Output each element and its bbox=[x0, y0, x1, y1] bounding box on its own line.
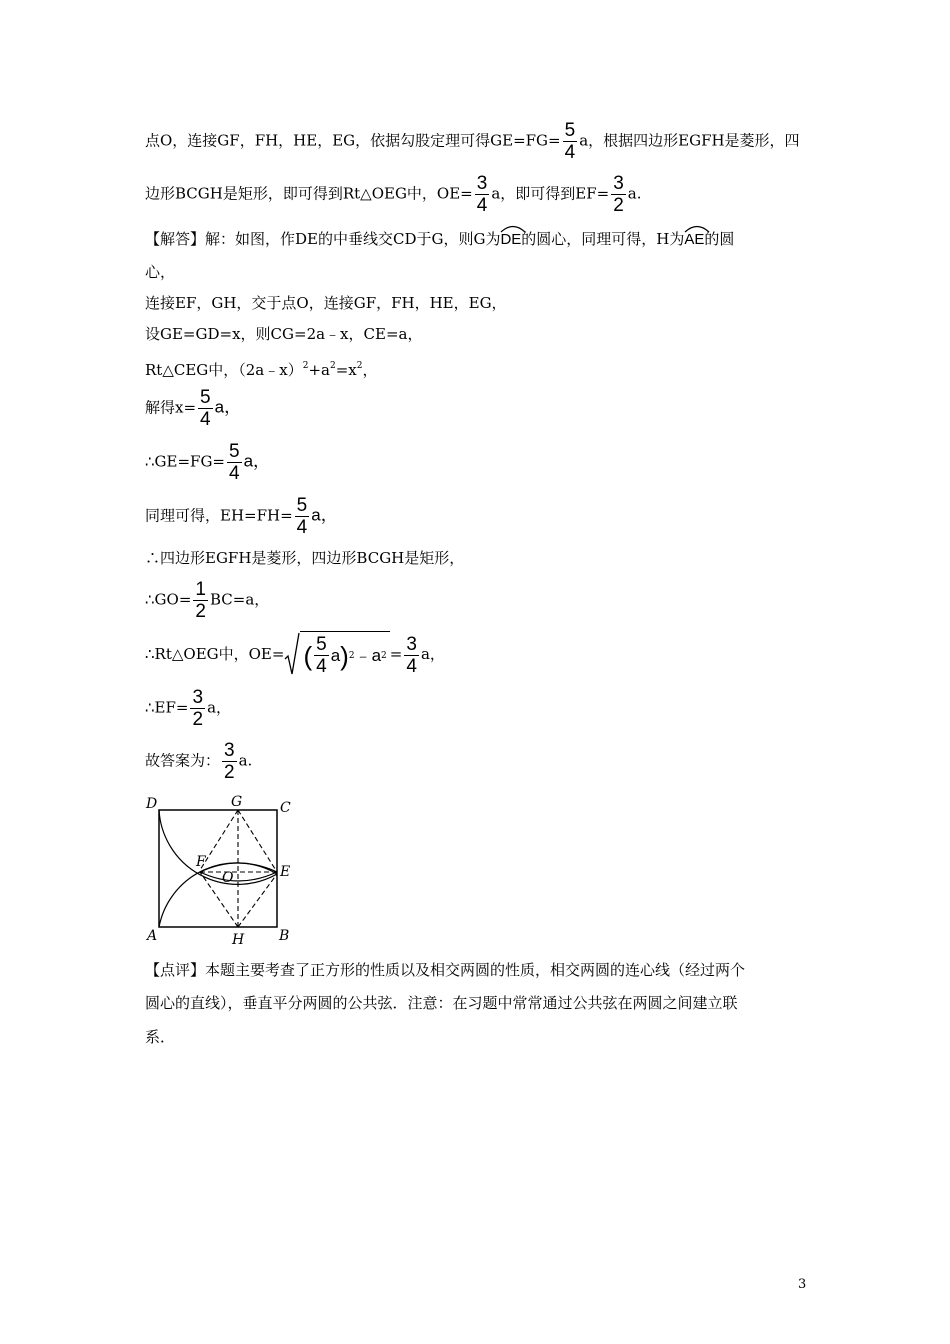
text-line-6: 设GE=GD=x，则CG=2a﹣x，CE=a， bbox=[145, 325, 423, 343]
arc-de-curve bbox=[159, 810, 277, 884]
fraction: $\frac{5}{4}$ bbox=[316, 634, 327, 677]
fraction: $\frac{1}{2}$ bbox=[195, 579, 206, 622]
label-h: H bbox=[232, 932, 245, 948]
text-line-14: ∴EF= $\frac{3}{2}$ a， bbox=[145, 687, 232, 730]
text-line-16: 【点评】本题主要考查了正方形的性质以及相交两圆的性质，相交两圆的连心线（经过两个 bbox=[145, 961, 746, 979]
text-line-1: 点O，连接GF，FH，HE，EG，依据勾股定理可得GE=FG= $\frac{5}{4}$ a，根据四边形EGFH是菱形，四 bbox=[145, 120, 800, 163]
label-g: G bbox=[231, 794, 243, 810]
fraction: $\frac{3}{4}$ bbox=[406, 633, 417, 677]
text-line-11: ∴四边形EGFH是菱形，四边形BCGH是矩形， bbox=[145, 549, 465, 567]
label-d: D bbox=[146, 796, 158, 812]
label-e: E bbox=[280, 864, 291, 880]
radical-sign-icon bbox=[284, 632, 300, 678]
text-line-15: 故答案为： $\frac{3}{2}$ a. bbox=[145, 740, 253, 783]
label-a: A bbox=[147, 928, 158, 944]
arc-mark-icon bbox=[684, 223, 710, 233]
label-o: O bbox=[222, 870, 234, 886]
fraction: $\frac{5}{4}$ bbox=[200, 387, 211, 430]
square-root: ( $\frac{5}{4}$ a ) 2 ﹣a 2 bbox=[284, 632, 389, 678]
fraction: $\frac{5}{4}$ bbox=[229, 441, 240, 484]
fraction: $\frac{5}{4}$ bbox=[564, 120, 576, 163]
text-line-8: 解得x= $\frac{5}{4}$ a， bbox=[145, 387, 242, 430]
text-line-17: 圆心的直线），垂直平分两圆的公共弦．注意：在习题中常常通过公共弦在两圆之间建立联 bbox=[145, 994, 738, 1012]
text-line-12: ∴GO= $\frac{1}{2}$ BC=a， bbox=[145, 579, 270, 622]
text-line-10: 同理可得，EH=FH= $\frac{5}{4}$ a， bbox=[145, 495, 338, 538]
text-line-9: ∴GE=FG= $\frac{5}{4}$ a， bbox=[145, 441, 271, 484]
page-number: 3 bbox=[798, 1277, 807, 1292]
label-c: C bbox=[280, 800, 291, 816]
text-line-3: 【解答】解：如图，作DE的中垂线交CD于G，则G为 DE的圆心，同理可得，H为 AE的圆 bbox=[145, 226, 734, 250]
fraction: $\frac{3}{2}$ bbox=[224, 740, 235, 783]
text-line-5: 连接EF，GH，交于点O，连接GF，FH，HE，EG， bbox=[145, 294, 507, 312]
fraction: $\frac{3}{2}$ bbox=[192, 687, 204, 730]
label-f: F bbox=[196, 854, 206, 870]
fraction: $\frac{3}{2}$ bbox=[613, 173, 624, 216]
text-line-7: Rt△CEG中，$(2a﹣x)^2+a^2=x^2$， bbox=[145, 361, 378, 379]
arc-de: DE bbox=[500, 226, 521, 250]
fraction: $\frac{3}{4}$ bbox=[476, 173, 488, 216]
label-b: B bbox=[279, 928, 290, 944]
text-line-13: ∴Rt△OEG中，OE= ( $\frac{5}{4}$ a ) 2 ﹣a 2 = $\frac{3}{4}$ a， bbox=[145, 632, 445, 678]
fraction: $\frac{5}{4}$ bbox=[296, 495, 308, 538]
square-abcd bbox=[159, 810, 277, 927]
text-line-18: 系． bbox=[145, 1028, 176, 1046]
arc-mark-icon bbox=[500, 223, 526, 233]
geometry-figure bbox=[142, 790, 302, 948]
text-line-4: 心， bbox=[145, 263, 176, 281]
arc-ae: AE bbox=[684, 226, 704, 250]
text-line-2: 边形BCGH是矩形，即可得到Rt△OEG中，OE= $\frac{3}{4}$ a，即可得到EF= $\frac{3}{2}$ a. bbox=[145, 173, 642, 216]
